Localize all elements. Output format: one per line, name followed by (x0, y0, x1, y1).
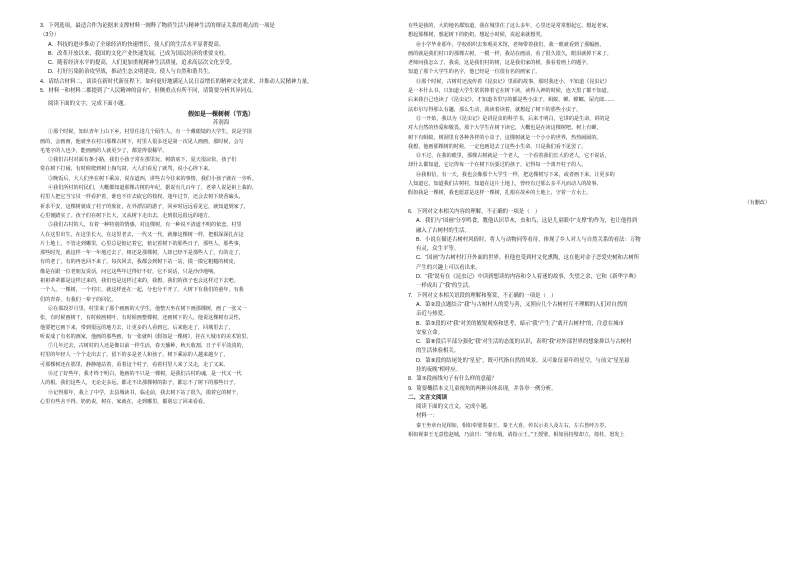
text-line: 祈求平安，这棵树就成了村子的象征，在外漂泊的游子，回乡时远远看见它，就知道到家了， (40, 203, 249, 210)
text-line: ⑨记得那年，我上了中学，去县城读书，临走前，我去树下站了很久，摸着它的树干， (48, 389, 242, 396)
text-line: 有的老了，有的再也回不来了。每次回去，我都会到树下站一站，摸一摸它粗糙的树皮， (40, 259, 239, 266)
question-stem: 7．下列对文本相关语段的理解和鉴赏，不正确的一项是（ ） (408, 292, 557, 299)
paragraph-15 (408, 171, 770, 199)
text-line: 常在树下打闹，有时候爬到树上掏鸟窝，大人们看见了就骂，说小心摔下来。 (40, 166, 214, 173)
text-line: 像是在跟一位老朋友说话，问它这些年过得好不好，它不说话，只是沙沙地响。 (40, 268, 219, 275)
text-line: 片土地上。不管走到哪里，心里总是惦记着它，惦记着树下的那些日子，那些人，那些事， (40, 240, 244, 247)
question-8: 8．第⑤段画线句子有什么样的意蕴？ (408, 376, 497, 383)
option-line: 挂的夜晚”相呼应。 (416, 366, 461, 373)
option-line: B．小说在描述古树村风俗时，将人与动物同等看待，体现了乡人对人与自然关系的看法：万物 (416, 236, 641, 243)
text-line: ③晚饭后，大人们坐在树下乘凉，说东道西，讲些古今往来的事情，我们小孩子就在一旁听。 (48, 175, 257, 182)
q3-option-c: C．随着经济水平的提高，人们更加重视精神生活质量，追求高层次文化享受。 (48, 60, 236, 67)
option-line: B．第③段的对“我”对美的敏锐观察和思考，暗示“我”产生了“离开古树村”的，注意在城市 (416, 320, 624, 327)
text-line: ⑫一开始，我以为《昆虫记》是讲昆虫的科学书，后来才明白，它讲的是生命，讲的是 (416, 115, 610, 122)
article-author: 苏润海 (212, 119, 230, 126)
text-line: 假如我是一棵树，我也愿意是这样一棵树，扎根在故乡的土地上，守着一方水土。 (408, 190, 592, 197)
text-line: 有些是我的，大的地名都知道，我在城里住了这么多年，心里还是常常想起它，想起老家， (408, 23, 612, 29)
text-line: 老师问我怎么了，我说，这是我们村的树，这是我们家的树。我看着画上的题字， (408, 60, 592, 67)
text-line: 人知道它，知道我们古树村，知道在这片土地上，曾经有过那么多平凡而动人的故事。 (408, 181, 602, 188)
text-line: 听说成了有名的画家，他画的那些画，有一张就叫《假如是一棵树》，挂在大城市的美术馆里。 (40, 333, 252, 340)
text-line: ②我们古村对面有条小路，我们小孩子常在那里玩，树荫底下，夏天很凉快，孩子们 (48, 157, 237, 164)
option-line: 的生活体验相关。 (416, 348, 460, 355)
paragraph-11 (408, 41, 770, 78)
paragraph-14 (408, 152, 770, 171)
text-line: 那些时光，就这样一年一年地过去了，树还是那棵树，人却已经不是那些人了，有的走了， (40, 250, 244, 257)
text-line: 他要把它画下来，带到很远的地方去，让更多的人看到它。后来他走了，回城里去了， (40, 324, 234, 331)
text-line: 画的，会画画，他就坐在村口那棵古树下，村里人很多还是第一次见人画画，那时候，会写 (40, 138, 244, 145)
option-line: 融入了古树村的生活。 (416, 227, 470, 234)
q3-line: （3分） (40, 32, 60, 39)
text-line: 张，有时候画树干，有时候画树叶，有时候画整棵树，还画树下的人。他说这棵树有灵性， (40, 315, 244, 322)
question-3 (40, 22, 402, 78)
option-line: C．第⑧段后半部分强化“我”对生活的态度的认识，表明“我”对外部世界的想象抑以与古树村 (416, 339, 632, 346)
text-line: 毛笔字的人也少，能画画的人就更少了，都觉得很稀罕。 (40, 147, 168, 154)
text-line: 祖祖辈辈都是这样过来的，我们也是这样过来的，我想，我们的孩子也会这样过下去吧。 (40, 278, 239, 285)
option-line: 亲近与热爱。 (416, 311, 449, 318)
text-line: 对大自然的热爱和敬畏。那个大学生在树下读它，大概也是在读这棵树吧。树上有蝉， (408, 125, 602, 132)
question-5: 5．材料一和材料二都提到了“人民精神的富有”，但侧重点有所不同，请简要分析其异同点。 (40, 88, 257, 95)
material-label: 材料一： (416, 413, 438, 420)
left-column (40, 22, 402, 407)
text-line: ①那个时候，知识青年上山下乡，村里住进几个陌生人，有一个戴眼镜的大学生，说是学国 (48, 129, 252, 136)
text-line: ⑤我们古村的人，有着一种特别的情感，对这棵树，有一种说不清道不明的依恋，村里 (48, 222, 242, 229)
text-line: ⑬不过，在我的眼里，那棵古树就是一个老人，一个看着我们长大的老人，它不说话， (416, 153, 610, 160)
text-line: 人的根。我们这些人，无论走多远，都走不出那棵树的影子，都忘不了树下的那些日子。 (40, 380, 239, 387)
text-line: 人在这里出生，在这里长大，在这里老去，一代又一代，就像这棵树一样，把根深深扎在这 (40, 231, 244, 238)
q3-line: 3．下列选项，最适合作为论据来支撑材料一阐释了物质生活与精神生活的辩证关系的观点的一项是 (40, 23, 275, 29)
text-line: ⑭我相信，有一天，我也会像那个大学生一样，把这棵树写下来，或者画下来，让更多的 (416, 171, 615, 178)
question-4: 4．请结合材料二，谈谈在新时代新征程下，如何更好地满足人民日益增长的精神文化需求，并推动人民精神力量。 (40, 78, 313, 85)
option-line: C．“国画”为古树村打开外面的世界，但他也受到村文化熏陶，这在他对金子恋爱史树和古树所 (416, 255, 640, 262)
option-line: 一样成出了“我”的生活。 (416, 283, 474, 290)
q3-option-b: B．改革开放以来，我国的文化产业快速发展，已成为国民经济的重要支柱。 (48, 50, 230, 57)
reading-intro: 阅读下面的文字，完成下面小题。 (48, 101, 129, 108)
right-column (408, 22, 770, 440)
text-line: ⑪那个时候，古树村还流传着《昆虫记》里面的故事，那时我还小，不知道《昆虫记》 (416, 78, 610, 85)
text-line: 心里有些舍不得。奶奶说，树在，家就在，走到哪里，都别忘了回来看看。 (40, 398, 209, 405)
question-9: 9．简要概括本文儿童视角的两种具体表现，并各举一例分析。 (408, 385, 557, 392)
text-line: ④我们所村的村民们，大概都知道那棵古树的年纪，据说有几百年了，老辈人说是祖上栽的。 (48, 185, 257, 192)
q3-option-d: D．打好污染防治攻坚战，推动生态文明建设，使人与自然和谐共生。 (48, 69, 214, 76)
text-line: 们的青春，有我们一辈子的回忆。 (40, 296, 117, 303)
text-line: ⑥在那段岁月里，村里来了那个画画的大学生，他整天坐在树下画那棵树，画了一张又一 (48, 305, 247, 312)
text-line: 树下有蚂蚁，树洞里有各种各样的小虫子，这棵树就是一个小小的世界，热热闹闹的。 (408, 134, 602, 141)
text-line: ⑦几年过去，古树村的人还是像以前一样生活，春天播种，秋天收割，日子平平淡淡的， (48, 343, 247, 350)
paragraph-13 (408, 115, 770, 152)
source-note: （有删改） (744, 199, 770, 206)
option-line: D．第⑨段的结尾处的“星星”，既可代指自然的风景，又可象征童年的星空，与前文“星星悬 (416, 357, 630, 364)
option-line: 有灵，众生平等。 (416, 246, 460, 253)
text-line: 心里便踏实了。孩子们在树下长大，又从树下走出去，走到很远很远的地方。 (40, 212, 214, 219)
paragraph-9 (40, 389, 402, 408)
text-line: 是一本什么书，只知道大学生常常捧着它在树下读，读得入神的时候，连天黑了都不知道。 (408, 88, 612, 95)
text-line: 秦王坐章台见相如，相如奉璧奏秦王。秦王大喜，传以示美人及左右，左右皆呼万岁。 (416, 422, 610, 429)
option-line: 安家立命。 (416, 329, 443, 336)
q3-option-a: A．科技的进步推动了全球经济的快速增长，使人们的生活水平显著提高。 (48, 41, 225, 48)
paragraph-5 (40, 221, 402, 305)
paragraph-2 (40, 156, 402, 175)
option-line: D．“我”说有在《昆虫记》中读到想读的内容和令人着迷的故事，失望之余，它和《新华字典》 (416, 274, 640, 281)
text-line: 村里人把它当宝贝一样看护着，谁也不许去砍它的枝杈，逢年过节，还会去树下烧香磕头， (40, 194, 244, 201)
text-line: 想起那棵树，想起树下的奶奶，想起小时候，说起来就想哭。 (408, 32, 546, 39)
article-title: 假如是一棵树树（节选） (187, 110, 254, 118)
text-line: 知道了那个大学生的名字，他已经是一位很有名的画家了。 (408, 69, 541, 76)
text-line: 画的就是我们村口的那棵古树，一模一样，我站在画前，看了很久很久，眼泪就掉下来了。 (408, 50, 612, 57)
paragraph-4 (40, 184, 402, 221)
paragraph-10 (408, 22, 770, 41)
section-heading: 二、文言文阅读 (408, 394, 448, 401)
paragraph-3 (40, 175, 402, 184)
question-stem: 6．下列对文本相关内容的理解，不正确的一项是（ ） (408, 208, 541, 215)
text-line: 村里的年轻人一个个走出去了，留下的多是老人和孩子，树下乘凉的人越来越少了， (40, 352, 229, 359)
classical-text (408, 422, 770, 441)
question-6 (408, 208, 770, 292)
paragraph-1 (40, 128, 402, 156)
question-7 (408, 292, 770, 376)
text-line: 相如视秦王无意偿赵城，乃前曰：“璧有瑕，请指示王。”王授璧，相如因持璧却立，倚柱，怒发上 (408, 432, 625, 439)
paragraph-12 (408, 78, 770, 115)
paragraph-7 (40, 342, 402, 370)
option-line: 产生的兴趣上可以看出来。 (416, 264, 481, 271)
text-line: 可那棵树还在那里，静静地站着，看着这个村子，看着村里人来了又走，走了又来。 (40, 361, 229, 368)
text-line: 法布尔写得那么有趣，那么生动，我读着读着，就想起了树下的那些小虫子。 (408, 106, 582, 113)
text-line: 却什么都知道，它记得每一个在树下玩耍过的孩子，记得每一个离开村子的人。 (408, 162, 587, 169)
paragraph-8 (40, 370, 402, 389)
text-line: ⑧过了好些年，我才终于明白，他画的不只是一棵树，是我们古村的魂，是一代又一代 (48, 370, 242, 377)
option-line: A．第②段点题结合“我”与古树村人的爱与善，又照应几个古树村互不理解的人们对自然的 (416, 301, 628, 308)
text-line: 我想，他画那棵树的时候，一定也画进去了这些小生命，只是我们看不见罢了。 (408, 143, 587, 150)
text-line: 后来我自己也读了《昆虫记》，才知道书里写的都是些小虫子，蚂蚁、蝉、螳螂、屎壳郎…… (408, 97, 615, 104)
option-line: A．我们与“国画”分享鸣食，教他认识草木，虫和鸟，这是儿童眼中“支撑”的作为，也让他得到 (416, 218, 638, 225)
text-line: ⑩小学毕业那年，学校组织去参观美术馆，老师带着我们，我一眼就看到了那幅画， (416, 41, 605, 48)
text-line: 一个人，一棵树，一个村庄，就这样连在一起，分也分不开了。大树下有我们的童年，有我 (40, 287, 244, 294)
section-intro: 阅读下面的文言文，完成小题。 (416, 404, 492, 411)
paragraph-6 (40, 305, 402, 342)
